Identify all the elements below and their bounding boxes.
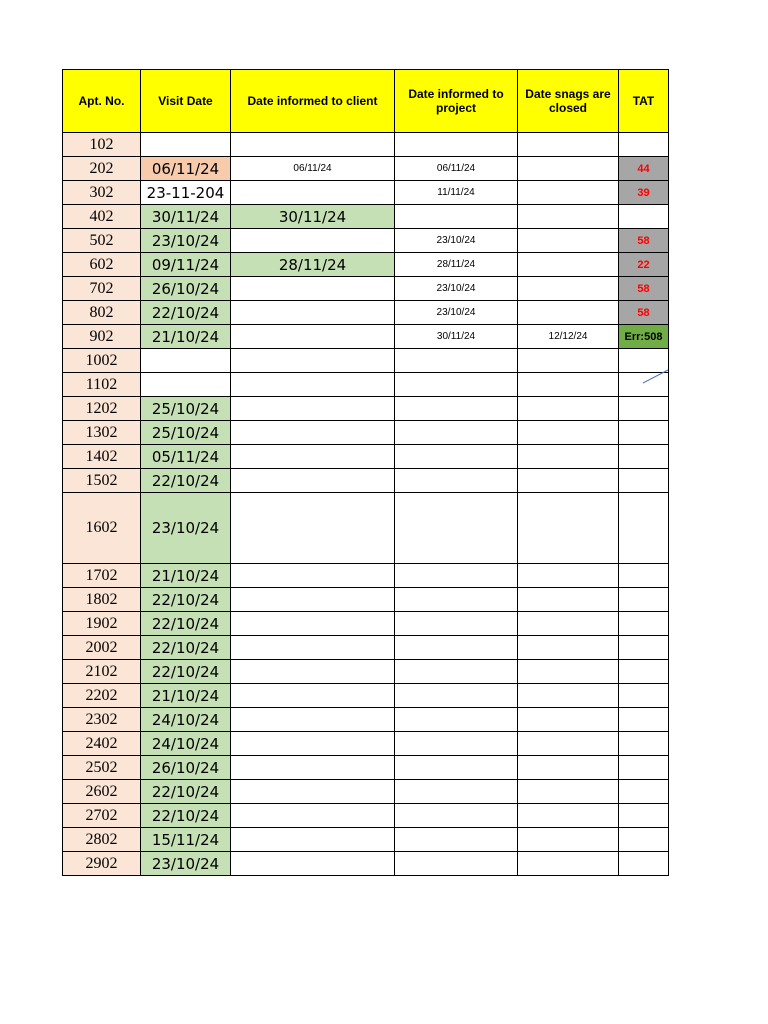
client-date-cell[interactable] — [231, 493, 395, 564]
tat-cell[interactable]: 44 — [619, 157, 669, 181]
tat-cell[interactable] — [619, 708, 669, 732]
closed-date-cell[interactable] — [518, 732, 619, 756]
table-row — [63, 133, 669, 157]
tat-cell[interactable] — [619, 636, 669, 660]
closed-date-cell[interactable] — [518, 780, 619, 804]
client-date-cell[interactable] — [231, 421, 395, 445]
project-date-cell[interactable] — [395, 205, 518, 229]
visit-date-cell[interactable]: 25/10/24 — [141, 421, 231, 445]
tat-cell[interactable] — [619, 493, 669, 564]
closed-date-cell[interactable] — [518, 157, 619, 181]
apt-no-cell[interactable]: 1802 — [63, 588, 141, 612]
visit-date-cell[interactable] — [141, 373, 231, 397]
closed-date-cell[interactable] — [518, 421, 619, 445]
project-date-cell[interactable] — [395, 732, 518, 756]
visit-date-cell[interactable]: 24/10/24 — [141, 732, 231, 756]
tat-cell[interactable] — [619, 588, 669, 612]
table-row — [63, 349, 669, 373]
closed-date-cell[interactable] — [518, 397, 619, 421]
apt-no-cell[interactable]: 2002 — [63, 636, 141, 660]
project-date-cell[interactable]: 23/10/24 — [395, 229, 518, 253]
table-row — [63, 445, 669, 469]
apt-no-cell[interactable]: 202 — [63, 157, 141, 181]
apt-no-cell[interactable]: 1402 — [63, 445, 141, 469]
project-date-cell[interactable]: 11/11/24 — [395, 181, 518, 205]
table-row — [63, 301, 669, 325]
apt-no-cell[interactable]: 2602 — [63, 780, 141, 804]
visit-date-cell[interactable]: 22/10/24 — [141, 780, 231, 804]
closed-date-cell[interactable] — [518, 588, 619, 612]
tat-cell[interactable] — [619, 660, 669, 684]
visit-date-cell[interactable]: 22/10/24 — [141, 636, 231, 660]
client-date-cell[interactable] — [231, 349, 395, 373]
apt-no-cell[interactable]: 1102 — [63, 373, 141, 397]
project-date-cell[interactable] — [395, 445, 518, 469]
apt-no-cell[interactable]: 802 — [63, 301, 141, 325]
project-date-cell[interactable]: 23/10/24 — [395, 277, 518, 301]
visit-date-cell[interactable]: 05/11/24 — [141, 445, 231, 469]
client-date-cell[interactable] — [231, 612, 395, 636]
table-row — [63, 469, 669, 493]
tat-cell[interactable] — [619, 804, 669, 828]
table-row — [63, 157, 669, 181]
client-date-cell[interactable] — [231, 325, 395, 349]
table-row — [63, 277, 669, 301]
header-apt-no: Apt. No. — [63, 70, 141, 133]
apt-no-cell[interactable]: 402 — [63, 205, 141, 229]
header-row — [63, 70, 669, 133]
apt-no-cell[interactable]: 1002 — [63, 349, 141, 373]
project-date-cell[interactable] — [395, 828, 518, 852]
visit-date-cell[interactable]: 26/10/24 — [141, 277, 231, 301]
stray-line-mark — [641, 368, 669, 384]
table-row — [63, 397, 669, 421]
apt-no-cell[interactable]: 1502 — [63, 469, 141, 493]
header-date-informed-client: Date informed to client — [231, 70, 395, 133]
table-row — [63, 181, 669, 205]
table-row — [63, 852, 669, 876]
closed-date-cell[interactable] — [518, 493, 619, 564]
tat-cell[interactable] — [619, 445, 669, 469]
closed-date-cell[interactable] — [518, 660, 619, 684]
table-row — [63, 660, 669, 684]
tat-cell[interactable]: 39 — [619, 181, 669, 205]
closed-date-cell[interactable] — [518, 301, 619, 325]
apt-no-cell[interactable]: 1302 — [63, 421, 141, 445]
tat-cell[interactable] — [619, 612, 669, 636]
table-row — [63, 756, 669, 780]
closed-date-cell[interactable] — [518, 349, 619, 373]
table-row — [63, 373, 669, 397]
visit-date-cell[interactable]: 09/11/24 — [141, 253, 231, 277]
client-date-cell[interactable]: 28/11/24 — [231, 253, 395, 277]
client-date-cell[interactable] — [231, 397, 395, 421]
apt-no-cell[interactable]: 902 — [63, 325, 141, 349]
project-date-cell[interactable]: 06/11/24 — [395, 157, 518, 181]
closed-date-cell[interactable] — [518, 636, 619, 660]
project-date-cell[interactable]: 23/10/24 — [395, 301, 518, 325]
apt-no-cell[interactable]: 2302 — [63, 708, 141, 732]
apt-no-cell[interactable]: 2202 — [63, 684, 141, 708]
closed-date-cell[interactable] — [518, 708, 619, 732]
client-date-cell[interactable] — [231, 828, 395, 852]
closed-date-cell[interactable] — [518, 852, 619, 876]
visit-date-cell[interactable]: 26/10/24 — [141, 756, 231, 780]
table-row — [63, 325, 669, 349]
tat-cell[interactable]: 58 — [619, 277, 669, 301]
closed-date-cell[interactable] — [518, 445, 619, 469]
closed-date-cell[interactable] — [518, 205, 619, 229]
client-date-cell[interactable] — [231, 732, 395, 756]
visit-date-cell[interactable] — [141, 133, 231, 157]
tat-cell[interactable] — [619, 756, 669, 780]
closed-date-cell[interactable] — [518, 684, 619, 708]
project-date-cell[interactable]: 30/11/24 — [395, 325, 518, 349]
visit-date-cell[interactable] — [141, 349, 231, 373]
tat-cell[interactable] — [619, 852, 669, 876]
snag-tracking-table — [62, 69, 669, 876]
table-row — [63, 493, 669, 564]
table-row — [63, 588, 669, 612]
visit-date-cell[interactable]: 24/10/24 — [141, 708, 231, 732]
closed-date-cell[interactable] — [518, 181, 619, 205]
client-date-cell[interactable] — [231, 756, 395, 780]
apt-no-cell[interactable]: 1902 — [63, 612, 141, 636]
project-date-cell[interactable] — [395, 469, 518, 493]
apt-no-cell[interactable]: 602 — [63, 253, 141, 277]
client-date-cell[interactable] — [231, 852, 395, 876]
client-date-cell[interactable]: 06/11/24 — [231, 157, 395, 181]
table-row — [63, 205, 669, 229]
header-visit-date: Visit Date — [141, 70, 231, 133]
closed-date-cell[interactable]: 12/12/24 — [518, 325, 619, 349]
visit-date-cell[interactable]: 21/10/24 — [141, 684, 231, 708]
client-date-cell[interactable] — [231, 804, 395, 828]
apt-no-cell[interactable]: 2502 — [63, 756, 141, 780]
tat-cell[interactable] — [619, 564, 669, 588]
visit-date-cell[interactable]: 30/11/24 — [141, 205, 231, 229]
project-date-cell[interactable]: 28/11/24 — [395, 253, 518, 277]
visit-date-cell[interactable]: 23/10/24 — [141, 229, 231, 253]
closed-date-cell[interactable] — [518, 133, 619, 157]
apt-no-cell[interactable]: 502 — [63, 229, 141, 253]
tat-cell[interactable] — [619, 684, 669, 708]
tat-cell[interactable] — [619, 133, 669, 157]
tat-cell[interactable]: 58 — [619, 229, 669, 253]
client-date-cell[interactable] — [231, 564, 395, 588]
tat-cell[interactable]: 58 — [619, 301, 669, 325]
closed-date-cell[interactable] — [518, 253, 619, 277]
closed-date-cell[interactable] — [518, 756, 619, 780]
closed-date-cell[interactable] — [518, 612, 619, 636]
client-date-cell[interactable] — [231, 780, 395, 804]
project-date-cell[interactable] — [395, 421, 518, 445]
project-date-cell[interactable] — [395, 708, 518, 732]
visit-date-cell[interactable]: 23/10/24 — [141, 852, 231, 876]
visit-date-cell[interactable]: 22/10/24 — [141, 301, 231, 325]
project-date-cell[interactable] — [395, 397, 518, 421]
project-date-cell[interactable] — [395, 852, 518, 876]
visit-date-cell[interactable]: 22/10/24 — [141, 660, 231, 684]
header-date-snags-closed: Date snags are closed — [518, 70, 619, 133]
tat-cell[interactable] — [619, 732, 669, 756]
client-date-cell[interactable] — [231, 445, 395, 469]
visit-date-cell[interactable]: 22/10/24 — [141, 804, 231, 828]
table-row — [63, 804, 669, 828]
apt-no-cell[interactable]: 702 — [63, 277, 141, 301]
closed-date-cell[interactable] — [518, 277, 619, 301]
tat-cell[interactable]: 22 — [619, 253, 669, 277]
client-date-cell[interactable] — [231, 181, 395, 205]
apt-no-cell[interactable]: 302 — [63, 181, 141, 205]
closed-date-cell[interactable] — [518, 469, 619, 493]
client-date-cell[interactable] — [231, 588, 395, 612]
tat-cell[interactable]: Err:508 — [619, 325, 669, 349]
table-row — [63, 828, 669, 852]
project-date-cell[interactable] — [395, 780, 518, 804]
table-row — [63, 229, 669, 253]
closed-date-cell[interactable] — [518, 564, 619, 588]
project-date-cell[interactable] — [395, 133, 518, 157]
project-date-cell[interactable] — [395, 684, 518, 708]
table-row — [63, 564, 669, 588]
project-date-cell[interactable] — [395, 756, 518, 780]
visit-date-cell[interactable]: 22/10/24 — [141, 469, 231, 493]
table-row — [63, 253, 669, 277]
tat-cell[interactable] — [619, 828, 669, 852]
header-tat: TAT — [619, 70, 669, 133]
visit-date-cell[interactable]: 22/10/24 — [141, 612, 231, 636]
visit-date-cell[interactable]: 21/10/24 — [141, 325, 231, 349]
visit-date-cell[interactable]: 25/10/24 — [141, 397, 231, 421]
tat-cell[interactable] — [619, 780, 669, 804]
visit-date-cell[interactable]: 22/10/24 — [141, 588, 231, 612]
client-date-cell[interactable] — [231, 660, 395, 684]
project-date-cell[interactable] — [395, 373, 518, 397]
project-date-cell[interactable] — [395, 349, 518, 373]
apt-no-cell[interactable]: 2802 — [63, 828, 141, 852]
closed-date-cell[interactable] — [518, 229, 619, 253]
tat-cell[interactable] — [619, 421, 669, 445]
client-date-cell[interactable]: 30/11/24 — [231, 205, 395, 229]
client-date-cell[interactable] — [231, 133, 395, 157]
table-row — [63, 612, 669, 636]
closed-date-cell[interactable] — [518, 804, 619, 828]
apt-no-cell[interactable]: 102 — [63, 133, 141, 157]
project-date-cell[interactable] — [395, 636, 518, 660]
project-date-cell[interactable] — [395, 588, 518, 612]
client-date-cell[interactable] — [231, 373, 395, 397]
apt-no-cell[interactable]: 2702 — [63, 804, 141, 828]
visit-date-cell[interactable]: 23-11-204 — [141, 181, 231, 205]
client-date-cell[interactable] — [231, 708, 395, 732]
tat-cell[interactable] — [619, 397, 669, 421]
apt-no-cell[interactable]: 1602 — [63, 493, 141, 564]
visit-date-cell[interactable]: 06/11/24 — [141, 157, 231, 181]
project-date-cell[interactable] — [395, 660, 518, 684]
table-row — [63, 636, 669, 660]
project-date-cell[interactable] — [395, 804, 518, 828]
client-date-cell[interactable] — [231, 229, 395, 253]
visit-date-cell[interactable]: 21/10/24 — [141, 564, 231, 588]
client-date-cell[interactable] — [231, 277, 395, 301]
project-date-cell[interactable] — [395, 564, 518, 588]
client-date-cell[interactable] — [231, 684, 395, 708]
apt-no-cell[interactable]: 2902 — [63, 852, 141, 876]
apt-no-cell[interactable]: 2102 — [63, 660, 141, 684]
closed-date-cell[interactable] — [518, 828, 619, 852]
tat-cell[interactable] — [619, 205, 669, 229]
table-row — [63, 732, 669, 756]
table-row — [63, 684, 669, 708]
project-date-cell[interactable] — [395, 612, 518, 636]
header-date-informed-project: Date informed to project — [395, 70, 518, 133]
tat-cell[interactable] — [619, 469, 669, 493]
apt-no-cell[interactable]: 1702 — [63, 564, 141, 588]
client-date-cell[interactable] — [231, 636, 395, 660]
table-row — [63, 421, 669, 445]
visit-date-cell[interactable]: 23/10/24 — [141, 493, 231, 564]
client-date-cell[interactable] — [231, 301, 395, 325]
table-row — [63, 708, 669, 732]
table-row — [63, 780, 669, 804]
client-date-cell[interactable] — [231, 469, 395, 493]
apt-no-cell[interactable]: 2402 — [63, 732, 141, 756]
apt-no-cell[interactable]: 1202 — [63, 397, 141, 421]
project-date-cell[interactable] — [395, 493, 518, 564]
closed-date-cell[interactable] — [518, 373, 619, 397]
visit-date-cell[interactable]: 15/11/24 — [141, 828, 231, 852]
